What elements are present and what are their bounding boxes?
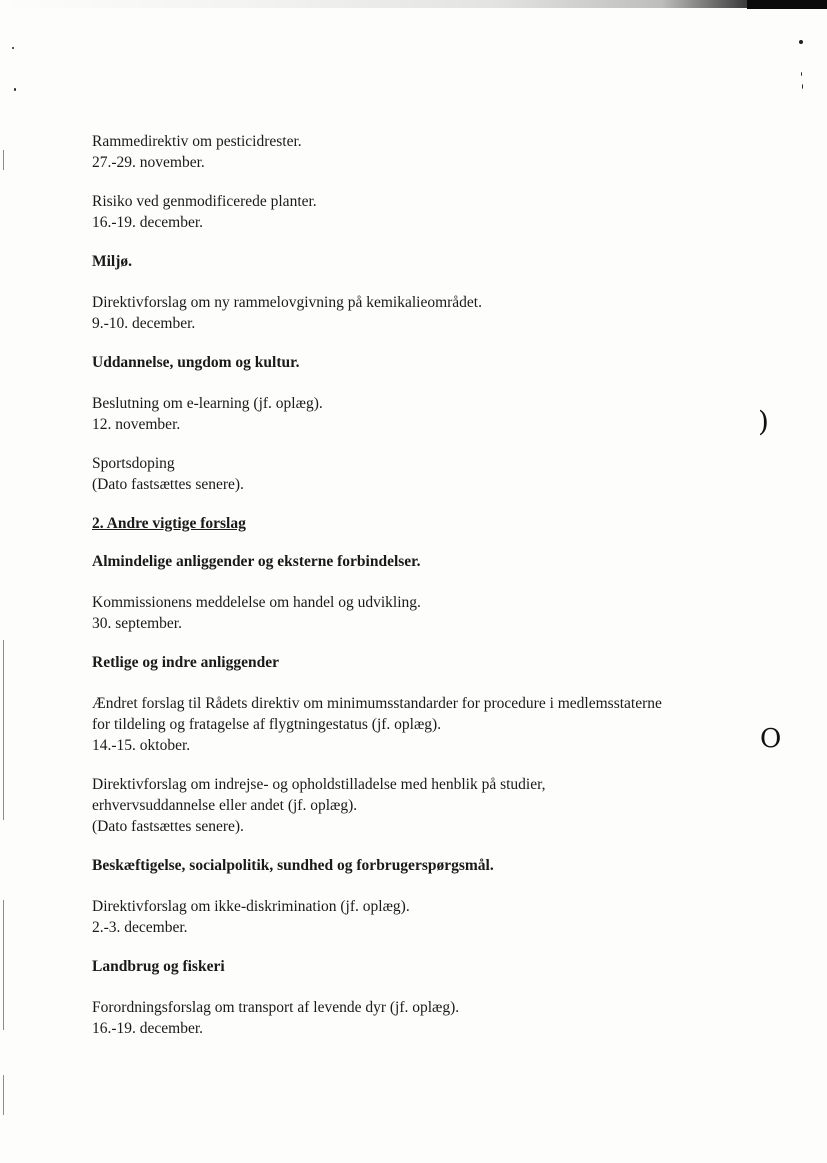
agenda-entry [92,997,782,1039]
punch-hole-upper: ) [758,405,769,438]
agenda-entry [92,592,782,634]
entry-text-line: Sportsdoping [92,455,175,472]
entry-text-line: erhvervsuddannelse eller andet (jf. oplæg). [92,797,358,814]
entry-text-line: Risiko ved genmodificerede planter. [92,193,317,210]
scan-edge-line [3,640,4,820]
subject-heading: Beskæftigelse, socialpolitik, sundhed og forbrugerspørgsmål. [92,857,494,874]
entry-date-line: 16.-19. december. [92,214,204,231]
entry-date-line: (Dato fastsættes senere). [92,818,244,835]
entry-text-line: Ændret forslag til Rådets direktiv om minimumsstandarder for procedure i medlemsstaterne [92,695,662,712]
scan-speck [12,47,14,49]
agenda-entry [92,774,782,837]
entry-date-line: 12. november. [92,416,181,433]
scan-speck [801,72,802,76]
section-heading: 2. Andre vigtige forslag [92,515,246,532]
scan-edge-line [3,1075,4,1115]
scan-speck [799,40,803,44]
entry-date-line: 27.-29. november. [92,154,205,171]
entry-text-line: Direktivforslag om indrejse- og opholdstilladelse med henblik på studier, [92,776,546,793]
agenda-entry [92,292,782,334]
entry-text-line: Direktivforslag om ikke-diskrimination (jf. oplæg). [92,898,410,915]
entry-date-line: (Dato fastsættes senere). [92,476,244,493]
agenda-entry [92,896,782,938]
subject-heading: Uddannelse, ungdom og kultur. [92,354,300,371]
entry-date-line: 9.-10. december. [92,315,196,332]
subject-heading: Almindelige anliggender og eksterne forbindelser. [92,553,421,570]
subject-heading: Retlige og indre anliggender [92,654,279,671]
document-body [92,131,782,1057]
agenda-entry [92,191,782,233]
entry-date-line: 2.-3. december. [92,919,188,936]
scan-speck [802,84,803,89]
agenda-entry [92,453,782,495]
agenda-entry [92,131,782,173]
entry-text-line: Beslutning om e-learning (jf. oplæg). [92,395,323,412]
entry-text-line: Direktivforslag om ny rammelovgivning på kemikalieområdet. [92,294,482,311]
entry-date-line: 14.-15. oktober. [92,737,191,754]
entry-text-line: Kommissionens meddelelse om handel og udvikling. [92,594,421,611]
scan-edge-line [3,150,4,170]
punch-hole-lower: O [760,724,782,754]
scan-edge-dark [747,0,827,9]
subject-heading: Miljø. [92,253,133,270]
entry-date-line: 16.-19. december. [92,1020,204,1037]
subject-heading: Landbrug og fiskeri [92,958,225,975]
entry-text-line: Forordningsforslag om transport af levende dyr (jf. oplæg). [92,999,460,1016]
entry-text-line: Rammedirektiv om pesticidrester. [92,133,302,150]
scan-speck [14,88,16,91]
scan-edge-band [0,0,827,8]
agenda-entry [92,693,782,756]
entry-text-line: for tildeling og fratagelse af flygtningestatus (jf. oplæg). [92,716,442,733]
entry-date-line: 30. september. [92,615,182,632]
scan-edge-line [3,900,4,1030]
agenda-entry [92,393,782,438]
